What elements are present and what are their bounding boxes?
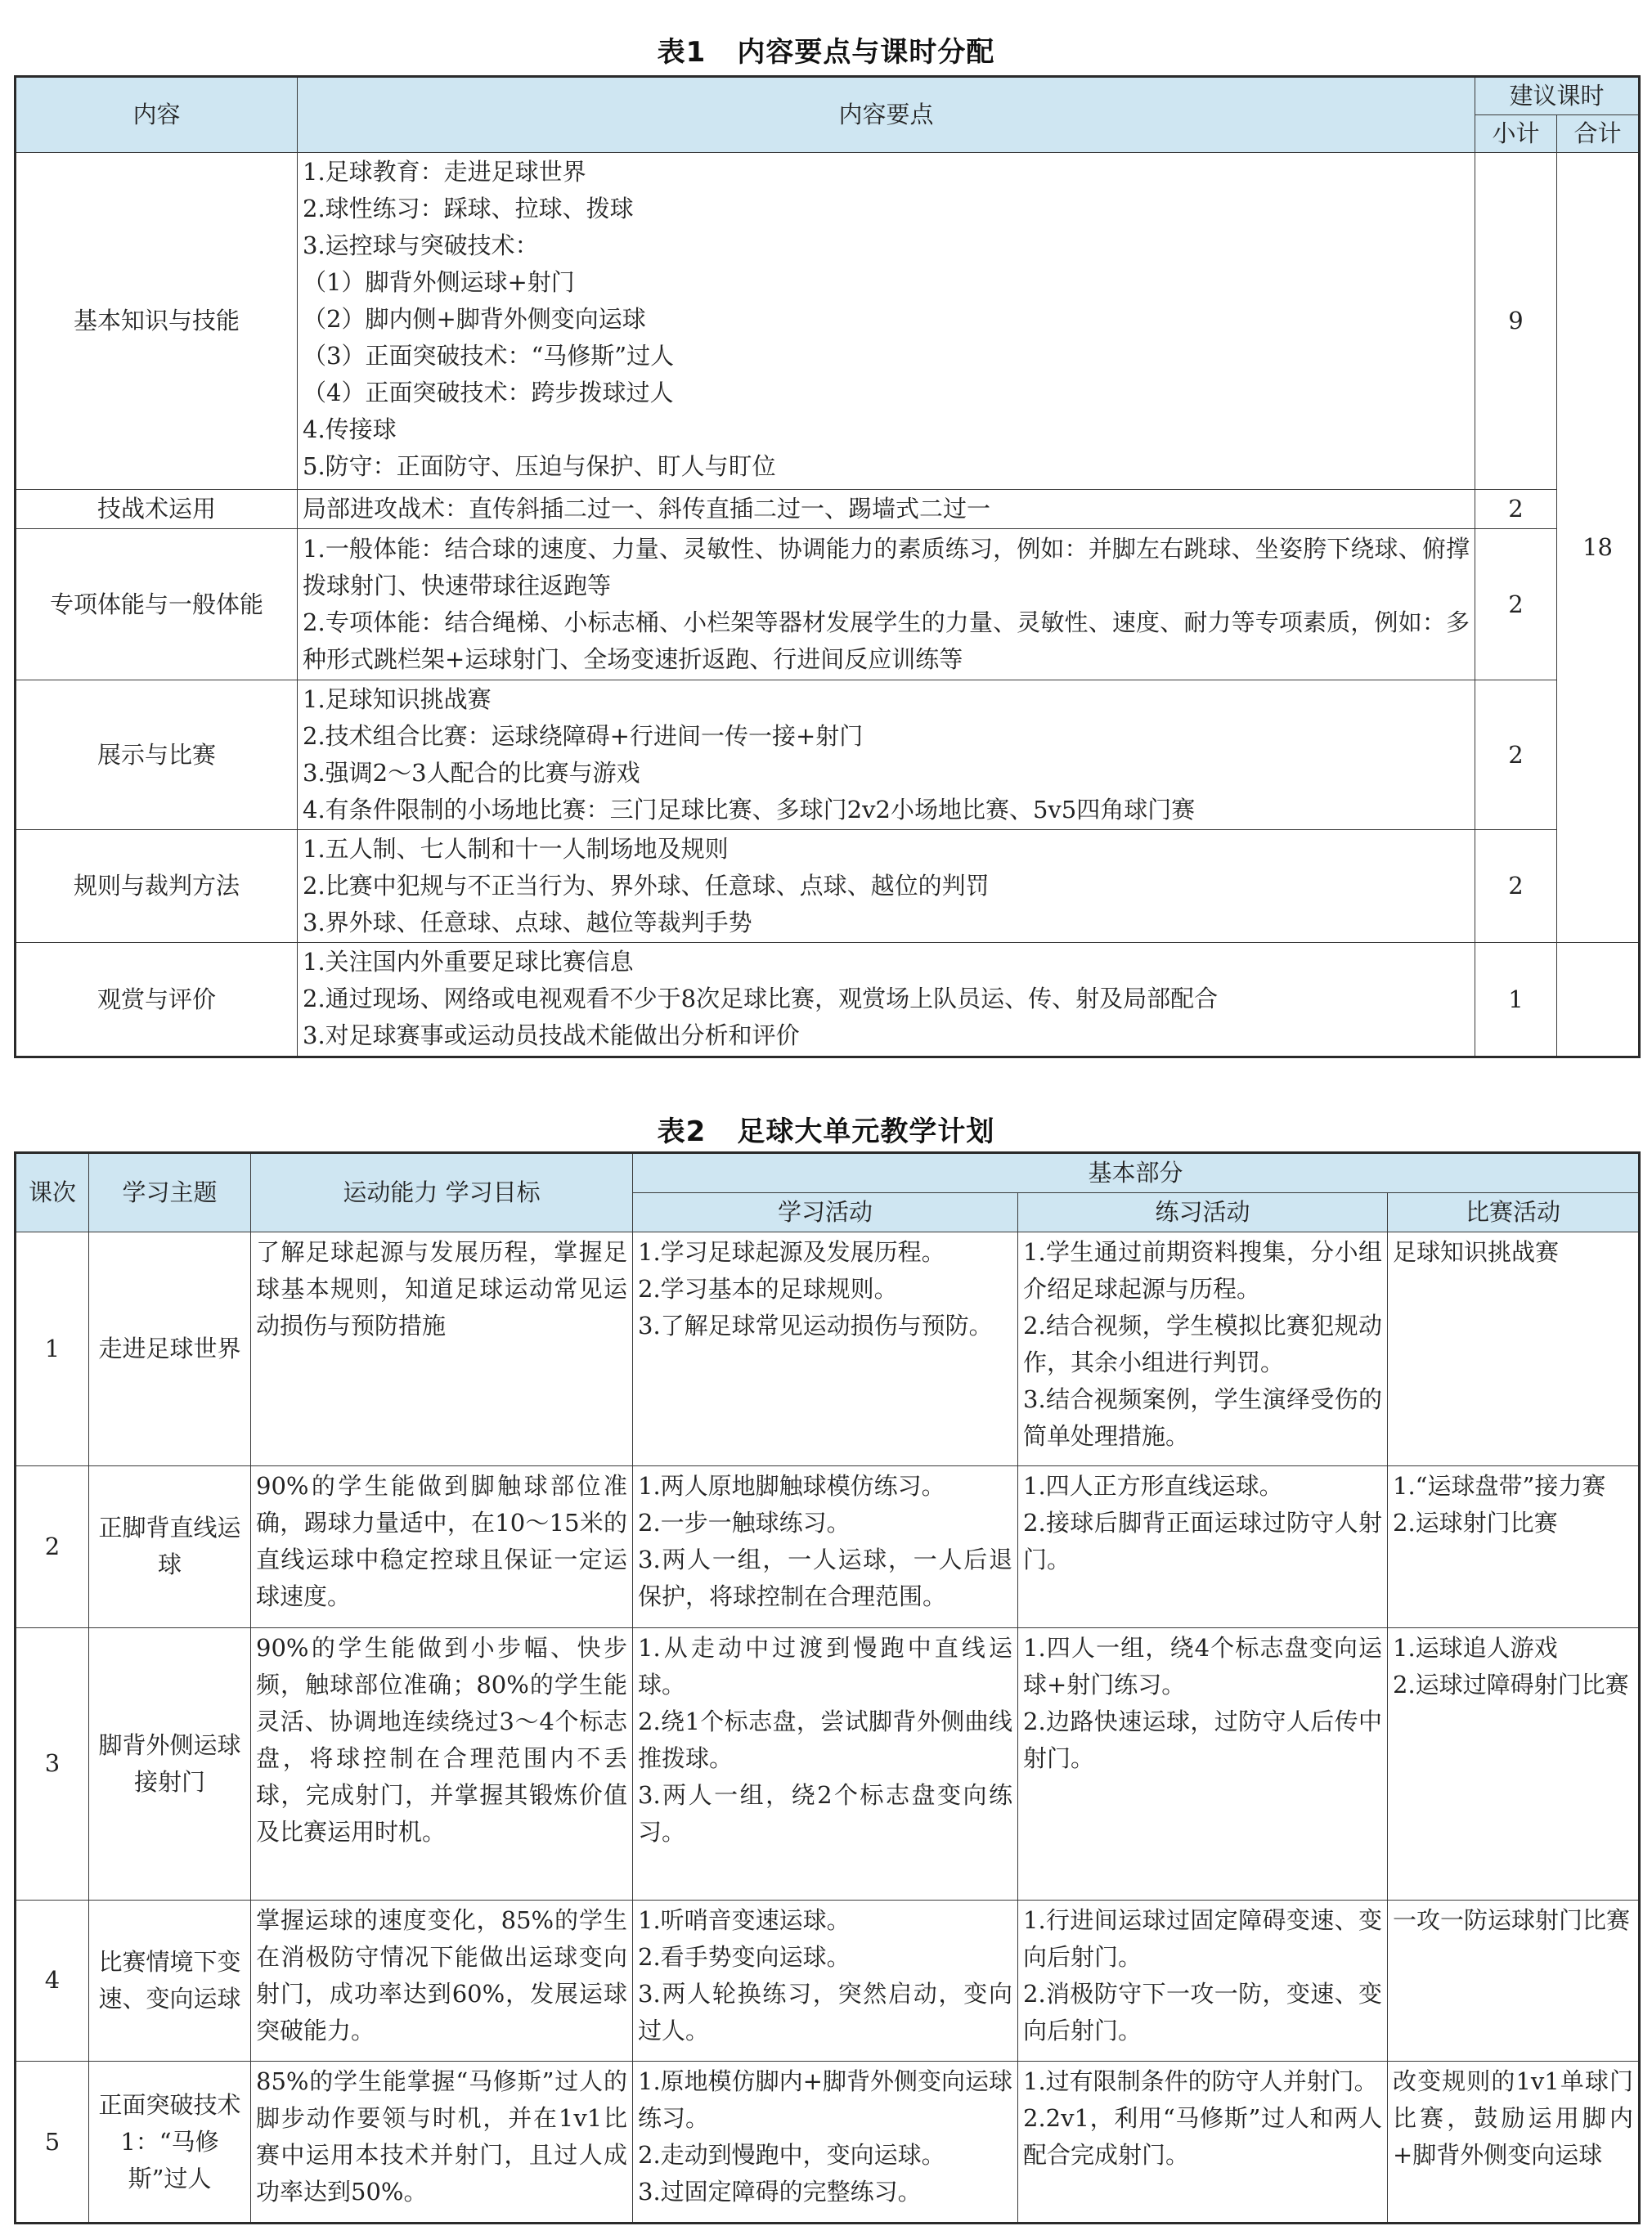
table2-header-match: 比赛活动 — [1388, 1192, 1640, 1232]
activity-line: 2.2v1，利用“马修斯”过人和两人配合完成射门。 — [1023, 2104, 1382, 2170]
table2-header-lesson: 课次 — [16, 1153, 89, 1232]
table1-points-cell — [298, 943, 1475, 1057]
activity-line: 3.两人轮换练习，突然启动，变向过人。 — [638, 1979, 1012, 2044]
point-line: （4）正面突破技术：跨步拨球过人 — [303, 379, 674, 406]
table2-lesson-cell: 2 — [16, 1465, 89, 1627]
activity-line: 3.两人一组，一人运球，一人后退保护，将球控制在合理范围。 — [638, 1545, 1012, 1610]
activity-line: 足球知识挑战赛 — [1393, 1237, 1560, 1266]
table1-hours-cell: 2 — [1475, 529, 1557, 680]
point-line: 3.运控球与突破技术： — [303, 231, 539, 259]
point-line: 3.强调2～3人配合的比赛与游戏 — [303, 759, 640, 787]
table1-total-empty-cell — [1557, 943, 1640, 1057]
point-line: 2.比赛中犯规与不正当行为、界外球、任意球、点球、越位的判罚 — [303, 872, 990, 900]
point-line: 2.技术组合比赛：运球绕障碍+行进间一传一接+射门 — [303, 722, 864, 750]
point-line: 1.五人制、七人制和十一人制场地及规则 — [303, 835, 729, 863]
table1-header-suggested: 建议课时 — [1475, 77, 1640, 115]
point-line: （1）脚背外侧运球+射门 — [303, 268, 575, 296]
table2-lesson-cell: 4 — [16, 1900, 89, 2062]
activity-line: 2.接球后脚背正面运球过防守人射门。 — [1023, 1508, 1382, 1573]
activity-line: 1.行进间运球过固定障碍变速、变向后射门。 — [1023, 1905, 1382, 1971]
table2-topic-cell: 正面突破技术1：“马修斯”过人 — [89, 2062, 251, 2224]
table2-practice-cell — [1018, 1627, 1388, 1900]
table1-caption-title: 内容要点与课时分配 — [737, 36, 995, 69]
table1-content-cell: 专项体能与一般体能 — [16, 529, 298, 680]
table2-row — [16, 1627, 1640, 1900]
activity-line: 1.学习足球起源及发展历程。 — [638, 1237, 945, 1266]
activity-line: 2.走动到慢跑中，变向运球。 — [638, 2141, 945, 2170]
activity-line: 1.学生通过前期资料搜集，分小组介绍足球起源与历程。 — [1023, 1237, 1382, 1303]
table2-match-cell — [1388, 1232, 1640, 1465]
activity-line: 3.两人一组，绕2个标志盘变向练习。 — [638, 1780, 1012, 1846]
table1-content-cell: 观赏与评价 — [16, 943, 298, 1057]
table2-row — [16, 2062, 1640, 2224]
table2-lesson-cell: 3 — [16, 1627, 89, 1900]
table1-caption — [0, 29, 1652, 70]
table1-header-total: 合计 — [1557, 115, 1640, 153]
table1-content-cell: 基本知识与技能 — [16, 153, 298, 490]
activity-line: 1.运球追人游戏 — [1393, 1633, 1558, 1662]
table1-content-cell: 规则与裁判方法 — [16, 830, 298, 943]
point-line: 1.足球教育：走进足球世界 — [303, 158, 586, 186]
table1-caption-number: 表1 — [657, 36, 707, 69]
table2-row — [16, 1900, 1640, 2062]
activity-line: 3.结合视频案例，学生演绎受伤的简单处理措施。 — [1023, 1385, 1382, 1450]
activity-line: 2.学习基本的足球规则。 — [638, 1274, 898, 1303]
table2-caption — [0, 1109, 1652, 1149]
activity-line: 1.从走动中过渡到慢跑中直线运球。 — [638, 1633, 1012, 1699]
activity-line: 2.一步一触球练习。 — [638, 1508, 851, 1537]
table1-row — [16, 490, 1640, 529]
table2 — [14, 1151, 1641, 2224]
table2-practice-cell — [1018, 1465, 1388, 1627]
table2-topic-cell: 脚背外侧运球接射门 — [89, 1627, 251, 1900]
activity-line: 1.原地模仿脚内+脚背外侧变向运球练习。 — [638, 2067, 1012, 2133]
table2-learning-cell — [633, 1465, 1018, 1627]
table1-total-cell: 18 — [1557, 153, 1640, 943]
table1-header-points: 内容要点 — [298, 77, 1475, 153]
table1-hours-cell: 2 — [1475, 490, 1557, 529]
point-line: （2）脚内侧+脚背外侧变向运球 — [303, 305, 646, 333]
table2-match-cell — [1388, 1465, 1640, 1627]
table2-header-practice: 练习活动 — [1018, 1192, 1388, 1232]
activity-line: 3.了解足球常见运动损伤与预防。 — [638, 1311, 993, 1340]
point-line: （3）正面突破技术：“马修斯”过人 — [303, 342, 675, 370]
table2-header-learning: 学习活动 — [633, 1192, 1018, 1232]
table1-hours-cell: 2 — [1475, 680, 1557, 830]
activity-line: 1.过有限制条件的防守人并射门。 — [1023, 2067, 1378, 2096]
table2-header-goal: 运动能力 学习目标 — [251, 1153, 633, 1232]
activity-line: 2.绕1个标志盘，尝试脚背外侧曲线推拨球。 — [638, 1707, 1012, 1772]
table2-lesson-cell: 5 — [16, 2062, 89, 2224]
point-line: 4.有条件限制的小场地比赛：三门足球比赛、多球门2v2小场地比赛、5v5四角球门赛 — [303, 796, 1196, 824]
table2-topic-cell: 比赛情境下变速、变向运球 — [89, 1900, 251, 2062]
activity-line: 2.运球射门比赛 — [1393, 1508, 1558, 1537]
table2-match-cell — [1388, 1900, 1640, 2062]
table2-caption-number: 表2 — [657, 1115, 707, 1148]
table1-row — [16, 943, 1640, 1057]
activity-line: 1.听哨音变速运球。 — [638, 1905, 851, 1934]
activity-line: 1.“运球盘带”接力赛 — [1393, 1471, 1606, 1500]
activity-line: 改变规则的1v1单球门比赛，鼓励运用脚内+脚背外侧变向运球 — [1393, 2067, 1634, 2170]
table2-caption-title: 足球大单元教学计划 — [737, 1115, 995, 1148]
point-line: 2.球性练习：踩球、拉球、拨球 — [303, 195, 634, 222]
activity-line: 一攻一防运球射门比赛 — [1393, 1905, 1631, 1934]
table2-lesson-cell: 1 — [16, 1232, 89, 1465]
table2-goal-cell: 掌握运球的速度变化，85%的学生在消极防守情况下能做出运球变向射门，成功率达到60%，发展运球突破能力。 — [251, 1900, 633, 2062]
table1-row — [16, 153, 1640, 490]
table2-learning-cell — [633, 1232, 1018, 1465]
activity-line: 3.过固定障碍的完整练习。 — [638, 2178, 922, 2206]
activity-line: 2.边路快速运球，过防守人后传中射门。 — [1023, 1707, 1382, 1772]
point-line: 1.足球知识挑战赛 — [303, 685, 492, 713]
table1-points-cell — [298, 529, 1475, 680]
point-line: 1.关注国内外重要足球比赛信息 — [303, 948, 634, 976]
table2-match-cell — [1388, 1627, 1640, 1900]
table2-learning-cell — [633, 1900, 1018, 2062]
activity-line: 1.四人正方形直线运球。 — [1023, 1471, 1283, 1500]
point-line: 1.一般体能：结合球的速度、力量、灵敏性、协调能力的素质练习，例如：并脚左右跳球、坐姿胯下绕球、俯撑拨球射门、快速带球往返跑等 — [303, 535, 1470, 599]
point-line: 2.通过现场、网络或电视观看不少于8次足球比赛，观赏场上队员运、传、射及局部配合 — [303, 985, 1219, 1012]
table2-row — [16, 1465, 1640, 1627]
table1-content-cell: 展示与比赛 — [16, 680, 298, 830]
table2-goal-cell: 90%的学生能做到脚触球部位准确，踢球力量适中，在10～15米的直线运球中稳定控球且保证一定运球速度。 — [251, 1465, 633, 1627]
table2-topic-cell: 走进足球世界 — [89, 1232, 251, 1465]
activity-line: 2.运球过障碍射门比赛 — [1393, 1670, 1629, 1699]
table1-row — [16, 680, 1640, 830]
table2-match-cell — [1388, 2062, 1640, 2224]
table2-goal-cell: 90%的学生能做到小步幅、快步频，触球部位准确；80%的学生能灵活、协调地连续绕过3～4个标志盘，将球控制在合理范围内不丢球，完成射门，并掌握其锻炼价值及比赛运用时机。 — [251, 1627, 633, 1900]
activity-line: 2.消极防守下一攻一防，变速、变向后射门。 — [1023, 1979, 1382, 2044]
table1-points-cell — [298, 153, 1475, 490]
table2-practice-cell — [1018, 1232, 1388, 1465]
activity-line: 2.看手势变向运球。 — [638, 1942, 851, 1971]
table2-goal-cell: 85%的学生能掌握“马修斯”过人的脚步动作要领与时机，并在1v1比赛中运用本技术并射门，且过人成功率达到50%。 — [251, 2062, 633, 2224]
table1-points-cell — [298, 490, 1475, 529]
point-line: 2.专项体能：结合绳梯、小标志桶、小栏架等器材发展学生的力量、灵敏性、速度、耐力等专项素质，例如：多种形式跳栏架+运球射门、全场变速折返跑、行进间反应训练等 — [303, 608, 1470, 673]
table2-goal-cell: 了解足球起源与发展历程，掌握足球基本规则，知道足球运动常见运动损伤与预防措施 — [251, 1232, 633, 1465]
table2-practice-cell — [1018, 1900, 1388, 2062]
table2-header-basic: 基本部分 — [633, 1153, 1640, 1193]
table1-hours-cell: 1 — [1475, 943, 1557, 1057]
point-line: 局部进攻战术：直传斜插二过一、斜传直插二过一、踢墙式二过一 — [303, 495, 991, 523]
table2-header-topic: 学习主题 — [89, 1153, 251, 1232]
table1-row — [16, 830, 1640, 943]
table1-header-content: 内容 — [16, 77, 298, 153]
activity-line: 2.结合视频，学生模拟比赛犯规动作，其余小组进行判罚。 — [1023, 1311, 1382, 1376]
table1-content-cell: 技战术运用 — [16, 490, 298, 529]
table2-topic-cell: 正脚背直线运球 — [89, 1465, 251, 1627]
table1-header-subtotal: 小计 — [1475, 115, 1557, 153]
point-line: 3.对足球赛事或运动员技战术能做出分析和评价 — [303, 1021, 800, 1049]
table1-points-cell — [298, 680, 1475, 830]
activity-line: 1.两人原地脚触球模仿练习。 — [638, 1471, 945, 1500]
point-line: 5.防守：正面防守、压迫与保护、盯人与盯位 — [303, 452, 776, 480]
table2-practice-cell — [1018, 2062, 1388, 2224]
table1-points-cell — [298, 830, 1475, 943]
point-line: 3.界外球、任意球、点球、越位等裁判手势 — [303, 909, 752, 936]
point-line: 4.传接球 — [303, 415, 397, 443]
table1-row — [16, 529, 1640, 680]
table1-hours-cell: 9 — [1475, 153, 1557, 490]
activity-line: 1.四人一组，绕4个标志盘变向运球+射门练习。 — [1023, 1633, 1382, 1699]
table1-hours-cell: 2 — [1475, 830, 1557, 943]
table2-learning-cell — [633, 2062, 1018, 2224]
table1 — [14, 75, 1641, 1058]
table2-learning-cell — [633, 1627, 1018, 1900]
table2-row — [16, 1232, 1640, 1465]
